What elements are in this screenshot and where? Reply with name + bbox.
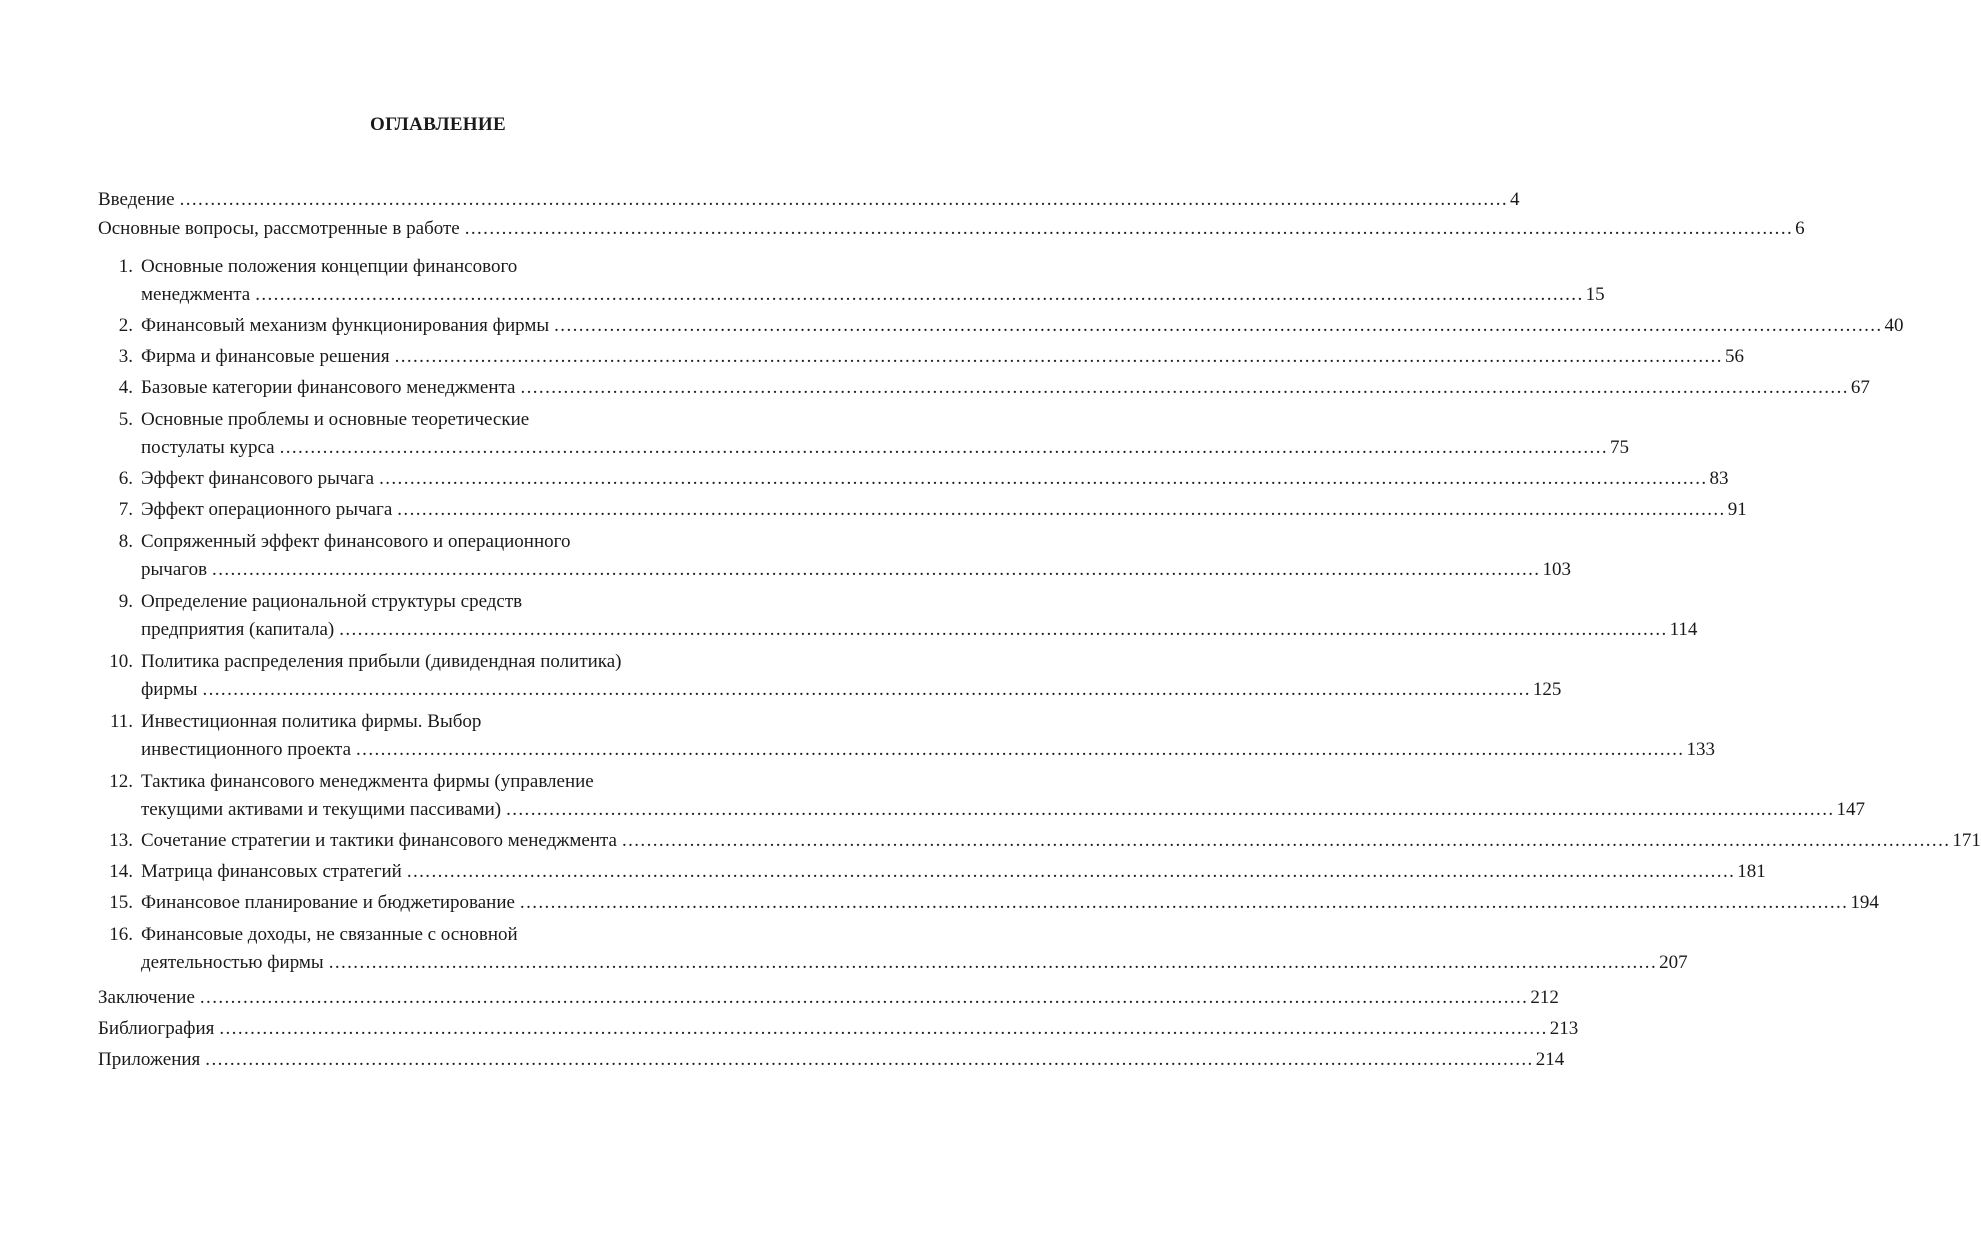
chapter-title-text: рычагов [141,559,208,580]
chapter-number: 13. [109,830,133,851]
chapter-title-text: инвестиционного проекта [141,739,352,760]
chapter-line [141,887,1879,918]
chapter-body [133,825,1981,856]
chapter-page: 40 [1884,315,1904,336]
leader-dots [506,794,1834,825]
chapter-line [141,279,1605,310]
leader-dots [255,279,1583,310]
toc-chapter-13[interactable] [98,825,1981,856]
chapter-page: 75 [1610,437,1629,458]
chapter-line [141,254,1605,279]
chapter-line [141,614,1697,645]
chapter-line [141,310,1904,341]
chapter-title-text: Тактика финансового менеджмента фирмы (управление [141,771,594,792]
leader-dots [200,982,1528,1013]
toc-entry-title: Заключение [98,987,195,1008]
chapter-page: 147 [1836,799,1865,820]
chapter-number: 8. [118,531,133,552]
leader-dots [622,825,1950,856]
toc-entry-title: Введение [98,189,175,210]
chapter-title-text: постулаты курса [141,437,275,458]
chapter-page: 194 [1850,892,1879,913]
chapter-line [141,372,1870,403]
chapter-number: 9. [118,591,133,612]
toc-entry-appendices[interactable] [98,1044,1565,1075]
chapter-line [141,709,1715,734]
toc-chapter-11[interactable] [98,705,1715,765]
chapter-page: 125 [1532,679,1562,700]
chapter-number: 14. [109,861,133,882]
chapter-number: 10. [109,651,133,672]
chapter-title-text: текущими активами и текущими пассивами) [141,799,502,820]
chapter-title-text: деятельностью фирмы [141,952,324,973]
chapter-list [98,244,1981,978]
chapter-page: 171 [1952,830,1981,851]
chapter-title-text: Эффект финансового рычага [141,468,375,489]
chapter-body [133,918,1688,978]
chapter-line [141,794,1865,825]
toc-entry-page: 214 [1535,1049,1565,1070]
page-title: ОГЛАВЛЕНИЕ [370,114,506,135]
chapter-title-text: Фирма и финансовые решения [141,346,390,367]
chapter-line [141,649,1561,674]
chapter-body [133,645,1561,705]
toc-entry-page: 212 [1530,987,1559,1008]
chapter-body [133,494,1747,525]
chapter-title-text: Матрица финансовых стратегий [141,861,402,882]
leader-dots [339,614,1667,645]
chapter-number: 6. [118,468,133,489]
table-of-contents [98,187,1981,1075]
chapter-title-text: Эффект операционного рычага [141,499,393,520]
chapter-number: 4. [118,377,133,398]
chapter-page: 67 [1850,377,1870,398]
leader-dots [329,947,1657,978]
chapter-title-text: Основные положения концепции финансового [141,256,518,277]
leader-dots [202,674,1530,705]
chapter-title-text: Политика распределения прибыли (дивидендная политика) [141,651,622,672]
leader-dots [219,1013,1547,1044]
leader-dots [397,494,1725,525]
chapter-body [133,250,1605,310]
chapter-title-text: предприятия (капитала) [141,619,335,640]
chapter-title-text: фирмы [141,679,198,700]
chapter-line [141,734,1715,765]
leader-dots [180,187,1508,213]
leader-dots [280,432,1608,463]
chapter-body [133,585,1697,645]
chapter-line [141,554,1571,585]
toc-entry-page: 213 [1549,1018,1579,1039]
chapter-line [141,674,1561,705]
toc-chapter-7[interactable] [98,494,1747,525]
leader-dots [212,554,1540,585]
chapter-line [141,407,1629,432]
leader-dots [205,1044,1533,1075]
chapter-title-text: Финансовый механизм функционирования фирмы [141,315,550,336]
chapter-line [141,432,1629,463]
toc-chapter-5[interactable] [98,403,1629,463]
toc-entry-title: Библиография [98,1018,215,1039]
toc-chapter-1[interactable] [98,250,1605,310]
leader-dots [554,310,1882,341]
chapter-body [133,341,1744,372]
toc-chapter-6[interactable] [98,463,1729,494]
chapter-body [133,310,1904,341]
toc-entry-main-questions[interactable] [98,213,1805,244]
chapter-line [141,947,1688,978]
chapter-number: 7. [118,499,133,520]
chapter-number: 15. [109,892,133,913]
toc-chapter-12[interactable] [98,765,1865,825]
chapter-title-text: Финансовые доходы, не связанные с основной [141,924,518,945]
chapter-page: 207 [1659,952,1688,973]
chapter-number: 5. [118,409,133,430]
chapter-body [133,856,1766,887]
toc-entry-introduction[interactable] [98,187,1520,213]
chapter-number: 1. [118,256,133,277]
chapter-line [141,589,1697,614]
chapter-line [141,769,1865,794]
chapter-page: 56 [1724,346,1744,367]
toc-chapter-4[interactable] [98,372,1870,403]
chapter-number: 11. [109,711,133,732]
chapter-line [141,856,1766,887]
leader-dots [465,213,1793,244]
leader-dots [356,734,1684,765]
toc-chapter-10[interactable] [98,645,1562,705]
chapter-number: 12. [109,771,133,792]
chapter-title-text: Финансовое планирование и бюджетирование [141,892,515,913]
chapter-page: 91 [1727,499,1747,520]
chapter-line [141,463,1729,494]
chapter-number: 16. [109,924,133,945]
toc-chapter-8[interactable] [98,525,1571,585]
chapter-body [133,765,1865,825]
leader-dots [407,856,1735,887]
chapter-line [141,494,1747,525]
toc-chapter-2[interactable] [98,310,1904,341]
chapter-number: 3. [118,346,133,367]
chapter-page: 181 [1737,861,1766,882]
chapter-title-text: Основные проблемы и основные теоретические [141,409,530,430]
chapter-title-text: Сопряженный эффект финансового и операционного [141,531,571,552]
chapter-title-text: Определение рациональной структуры средств [141,591,523,612]
chapter-page: 114 [1669,619,1698,640]
toc-entry-bibliography[interactable] [98,1013,1579,1044]
chapter-title-text: Сочетание стратегии и тактики финансового менеджмента [141,830,617,851]
toc-entry-title: Основные вопросы, рассмотренные в работе [98,218,460,239]
chapter-page: 133 [1686,739,1715,760]
chapter-page: 15 [1585,284,1605,305]
leader-dots [395,341,1723,372]
chapter-page: 83 [1709,468,1729,489]
chapter-body [133,887,1879,918]
toc-entry-conclusion[interactable] [98,982,1559,1013]
leader-dots [379,463,1707,494]
chapter-line [141,529,1571,554]
leader-dots [520,372,1848,403]
chapter-line [141,922,1688,947]
chapter-number: 2. [118,315,133,336]
chapter-body [133,525,1571,585]
chapter-page: 103 [1542,559,1571,580]
chapter-line [141,341,1744,372]
toc-chapter-15[interactable] [98,887,1879,918]
toc-chapter-3[interactable] [98,341,1744,372]
chapter-body [133,463,1729,494]
leader-dots [520,887,1848,918]
toc-chapter-9[interactable] [98,585,1698,645]
chapter-title-text: менеджмента [141,284,251,305]
chapter-body [133,372,1870,403]
toc-entry-page: 6 [1795,218,1805,239]
chapter-body [133,705,1715,765]
toc-chapter-14[interactable] [98,856,1766,887]
toc-entry-page: 4 [1510,189,1520,210]
chapter-line [141,825,1981,856]
toc-entry-title: Приложения [98,1049,201,1070]
chapter-title-text: Базовые категории финансового менеджмента [141,377,516,398]
chapter-title-text: Инвестиционная политика фирмы. Выбор [141,711,482,732]
chapter-body [133,403,1629,463]
toc-chapter-16[interactable] [98,918,1688,978]
